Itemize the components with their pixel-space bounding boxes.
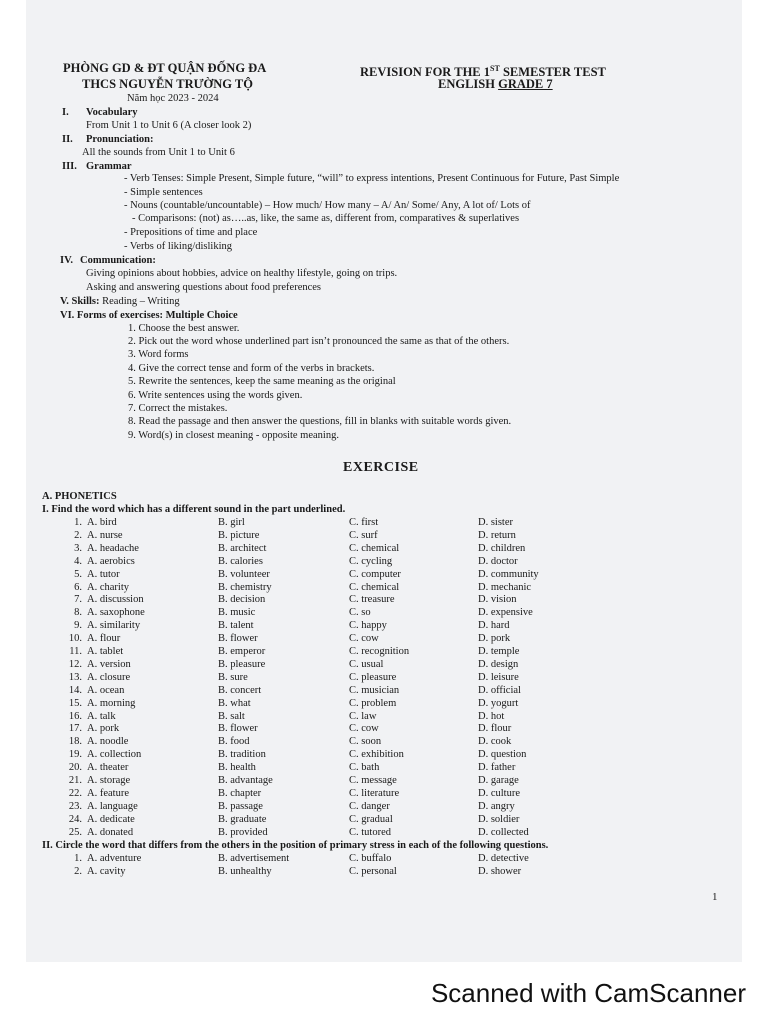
phonetics-heading: A. PHONETICS xyxy=(42,491,117,502)
option-c: C. so xyxy=(349,607,371,619)
section-title: Communication: xyxy=(80,255,156,266)
option-c: C. usual xyxy=(349,658,384,670)
option-c: C. treasure xyxy=(349,594,395,606)
option-d: D. father xyxy=(478,762,516,774)
question-row xyxy=(26,658,742,671)
form-item: 4. Give the correct tense and form of the verbs in brackets. xyxy=(128,363,375,374)
grammar-line: - Verb Tenses: Simple Present, Simple future, “will” to express intentions, Present Continuous for Future, Past Simple xyxy=(124,173,620,184)
option-a: A. charity xyxy=(87,581,129,593)
section-line: All the sounds from Unit 1 to Unit 6 xyxy=(82,147,235,158)
option-d: D. cook xyxy=(478,736,512,748)
section-title: Vocabulary xyxy=(86,107,138,118)
grammar-line: - Prepositions of time and place xyxy=(124,227,258,238)
form-item: 5. Rewrite the sentences, keep the same meaning as the original xyxy=(128,376,396,387)
question-number: 7. xyxy=(74,594,82,606)
option-b: B. emperor xyxy=(218,646,266,657)
question-row xyxy=(26,555,742,568)
option-a: A. bird xyxy=(87,517,117,528)
option-a: A. discussion xyxy=(87,594,144,606)
question-number: 1. xyxy=(74,853,82,864)
option-b: B. salt xyxy=(218,710,245,722)
option-c: C. pleasure xyxy=(349,671,397,683)
grammar-line: - Verbs of liking/disliking xyxy=(124,241,233,252)
question-row xyxy=(26,800,742,813)
option-b: B. flower xyxy=(218,633,258,645)
option-b: B. talent xyxy=(218,620,254,632)
option-c: C. first xyxy=(349,517,379,528)
grammar-line: - Nouns (countable/uncountable) – How much/ How many – A/ An/ Some/ Any, A lot of/ Lots of xyxy=(124,200,531,211)
section-title: Grammar xyxy=(86,161,132,172)
option-d: D. hard xyxy=(478,620,510,632)
question-number: 16. xyxy=(68,710,82,722)
option-c: C. law xyxy=(349,710,377,722)
option-b: B. chemistry xyxy=(218,581,272,593)
question-number: 24. xyxy=(68,813,82,825)
form-item: 1. Choose the best answer. xyxy=(128,323,240,334)
option-b: B. health xyxy=(218,762,256,774)
option-b: B. what xyxy=(218,697,251,709)
option-b: B. advantage xyxy=(218,775,273,786)
question-row xyxy=(26,761,742,774)
option-d: D. design xyxy=(478,658,519,670)
option-b: B. advertisement xyxy=(218,853,290,864)
section-num: III. xyxy=(62,161,77,172)
question-row xyxy=(26,645,742,658)
option-d: D. return xyxy=(478,529,516,541)
school-dept: PHÒNG GD & ĐT QUẬN ĐỐNG ĐA xyxy=(63,61,267,75)
question-number: 9. xyxy=(74,620,82,632)
option-a: A. talk xyxy=(87,710,116,722)
form-item: 9. Word(s) in closest meaning - opposite meaning. xyxy=(128,430,339,441)
option-a: A. cavity xyxy=(87,866,126,877)
section-num: I. xyxy=(62,107,69,118)
question-row xyxy=(26,516,742,529)
school-name: THCS NGUYỄN TRƯỜNG TỘ xyxy=(82,77,253,91)
option-a: A. tutor xyxy=(87,568,120,580)
question-number: 21. xyxy=(68,775,82,786)
question-row xyxy=(26,826,742,839)
option-d: D. vision xyxy=(478,594,517,606)
option-b: B. concert xyxy=(218,684,262,696)
revision-title-sup: ST xyxy=(490,64,500,73)
option-a: A. aerobics xyxy=(87,555,135,567)
option-c: C. problem xyxy=(349,697,397,709)
option-d: D. garage xyxy=(478,775,519,786)
option-d: D. children xyxy=(478,542,526,554)
option-c: C. soon xyxy=(349,736,382,748)
option-c: C. exhibition xyxy=(349,749,404,761)
subject-grade xyxy=(438,77,553,92)
question-row xyxy=(26,606,742,619)
form-item: 3. Word forms xyxy=(128,349,189,360)
question-row xyxy=(26,865,742,878)
section-line: Asking and answering questions about food preferences xyxy=(86,282,322,293)
option-b: B. provided xyxy=(218,826,268,838)
option-b: B. chapter xyxy=(218,787,262,799)
option-b: B. volunteer xyxy=(218,568,270,580)
question-row xyxy=(26,697,742,710)
option-a: A. pork xyxy=(87,723,120,735)
option-d: D. community xyxy=(478,568,539,580)
question-number: 2. xyxy=(74,866,82,877)
question-number: 4. xyxy=(74,555,82,567)
option-d: D. collected xyxy=(478,826,529,838)
part2-instruction: II. Circle the word that differs from the others in the position of primary stress in each of the following questions. xyxy=(42,840,549,851)
question-number: 6. xyxy=(74,581,82,593)
forms-title: VI. Forms of exercises: Multiple Choice xyxy=(60,310,238,321)
question-number: 20. xyxy=(68,762,82,774)
option-b: B. music xyxy=(218,607,256,619)
option-a: A. flour xyxy=(87,633,121,645)
question-number: 5. xyxy=(74,568,82,580)
option-d: D. official xyxy=(478,684,521,696)
question-number: 15. xyxy=(68,697,82,709)
camscanner-footer xyxy=(0,962,768,1024)
question-row xyxy=(26,542,742,555)
form-item: 2. Pick out the word whose underlined part isn’t pronounced the same as that of the others. xyxy=(128,336,510,347)
option-a: A. nurse xyxy=(87,529,123,541)
option-c: C. surf xyxy=(349,529,378,541)
skills-line xyxy=(60,296,180,308)
option-c: C. buffalo xyxy=(349,853,392,864)
question-row xyxy=(26,787,742,800)
question-number: 2. xyxy=(74,529,82,541)
question-number: 12. xyxy=(68,658,82,670)
question-number: 13. xyxy=(68,671,82,683)
question-row xyxy=(26,619,742,632)
option-d: D. flour xyxy=(478,723,512,735)
question-number: 17. xyxy=(68,723,82,735)
question-number: 22. xyxy=(68,787,82,799)
option-a: A. collection xyxy=(87,749,142,761)
option-d: D. leisure xyxy=(478,671,519,683)
option-d: D. yogurt xyxy=(478,697,519,709)
option-b: B. pleasure xyxy=(218,658,266,670)
option-b: B. picture xyxy=(218,529,260,541)
option-a: A. feature xyxy=(87,787,129,799)
revision-title-a: REVISION FOR THE 1 xyxy=(360,65,491,80)
option-d: D. hot xyxy=(478,710,505,722)
option-b: B. girl xyxy=(218,517,245,528)
option-d: D. soldier xyxy=(478,813,520,825)
page-number: 1 xyxy=(712,891,718,903)
option-a: A. morning xyxy=(87,697,136,709)
option-a: A. storage xyxy=(87,775,131,786)
question-row xyxy=(26,593,742,606)
option-a: A. theater xyxy=(87,762,129,774)
option-b: B. calories xyxy=(218,555,263,567)
option-a: A. language xyxy=(87,800,138,812)
option-c: C. chemical xyxy=(349,581,400,593)
question-number: 10. xyxy=(68,633,82,645)
question-row xyxy=(26,852,742,865)
section-title: Pronunciation: xyxy=(86,134,154,145)
question-number: 1. xyxy=(74,517,82,528)
option-a: A. headache xyxy=(87,542,139,554)
form-item: 6. Write sentences using the words given. xyxy=(128,390,303,401)
option-a: A. noodle xyxy=(87,736,129,748)
option-b: B. unhealthy xyxy=(218,866,272,877)
option-a: A. saxophone xyxy=(87,607,145,619)
option-a: A. adventure xyxy=(87,853,142,864)
question-row xyxy=(26,722,742,735)
question-row xyxy=(26,568,742,581)
question-row xyxy=(26,735,742,748)
option-d: D. doctor xyxy=(478,555,518,567)
option-a: A. dedicate xyxy=(87,813,135,825)
option-c: C. message xyxy=(349,775,397,786)
scanner-watermark: Scanned with CamScanner xyxy=(430,978,746,1008)
option-a: A. version xyxy=(87,658,131,670)
option-b: B. food xyxy=(218,736,250,748)
option-d: D. temple xyxy=(478,646,520,657)
option-b: B. graduate xyxy=(218,813,267,825)
option-d: D. shower xyxy=(478,866,522,877)
option-d: D. sister xyxy=(478,517,513,528)
form-item: 7. Correct the mistakes. xyxy=(128,403,228,414)
option-c: C. chemical xyxy=(349,542,400,554)
section-line: From Unit 1 to Unit 6 (A closer look 2) xyxy=(86,120,252,131)
option-a: A. donated xyxy=(87,826,134,838)
option-b: B. passage xyxy=(218,800,263,812)
school-year: Năm học 2023 - 2024 xyxy=(127,93,219,104)
option-c: C. cow xyxy=(349,723,379,735)
option-c: C. cow xyxy=(349,633,379,645)
option-c: C. literature xyxy=(349,787,400,799)
option-a: A. tablet xyxy=(87,646,124,657)
option-b: B. decision xyxy=(218,594,266,606)
option-d: D. culture xyxy=(478,787,520,799)
question-row xyxy=(26,684,742,697)
question-number: 25. xyxy=(68,826,82,838)
question-number: 18. xyxy=(68,736,82,748)
option-c: C. computer xyxy=(349,568,401,580)
part1-instruction: I. Find the word which has a different sound in the part underlined. xyxy=(42,504,346,515)
option-d: D. pork xyxy=(478,633,511,645)
option-c: C. recognition xyxy=(349,646,410,657)
option-b: B. architect xyxy=(218,542,267,554)
question-row xyxy=(26,632,742,645)
question-row xyxy=(26,710,742,723)
form-item: 8. Read the passage and then answer the questions, fill in blanks with suitable words given. xyxy=(128,416,512,427)
option-d: D. angry xyxy=(478,800,515,812)
question-number: 3. xyxy=(74,542,82,554)
grammar-line: - Comparisons: (not) as…..as, like, the same as, different from, comparatives & superlatives xyxy=(132,213,520,224)
option-d: D. mechanic xyxy=(478,581,532,593)
option-b: B. sure xyxy=(218,671,248,683)
question-number: 8. xyxy=(74,607,82,619)
exercise-title: EXERCISE xyxy=(343,460,419,475)
question-row xyxy=(26,813,742,826)
section-num: II. xyxy=(62,134,73,145)
option-c: C. happy xyxy=(349,620,387,632)
option-a: A. closure xyxy=(87,671,131,683)
option-b: B. flower xyxy=(218,723,258,735)
question-number: 19. xyxy=(68,749,82,761)
subject-label: ENGLISH xyxy=(438,77,499,91)
grammar-line: - Simple sentences xyxy=(124,187,203,198)
grade-label: GRADE 7 xyxy=(498,77,553,91)
option-a: A. similarity xyxy=(87,620,141,632)
scanned-page xyxy=(26,0,742,962)
option-c: C. gradual xyxy=(349,813,393,825)
question-row xyxy=(26,774,742,787)
option-c: C. musician xyxy=(349,684,400,696)
question-row xyxy=(26,529,742,542)
section-line: Giving opinions about hobbies, advice on healthy lifestyle, going on trips. xyxy=(86,268,398,279)
option-a: A. ocean xyxy=(87,684,125,696)
question-row xyxy=(26,581,742,594)
section-num: IV. xyxy=(60,255,73,266)
option-d: D. question xyxy=(478,749,527,761)
option-c: C. tutored xyxy=(349,826,391,838)
skills-text: Reading – Writing xyxy=(99,296,180,307)
option-c: C. danger xyxy=(349,800,390,812)
question-number: 23. xyxy=(68,800,82,812)
question-row xyxy=(26,671,742,684)
option-c: C. bath xyxy=(349,762,380,774)
question-number: 11. xyxy=(69,646,82,657)
option-b: B. tradition xyxy=(218,749,266,761)
question-row xyxy=(26,748,742,761)
skills-label: V. Skills: xyxy=(60,296,100,307)
option-c: C. personal xyxy=(349,866,397,877)
option-d: D. detective xyxy=(478,853,529,864)
option-d: D. expensive xyxy=(478,607,533,619)
revision-title-b: SEMESTER TEST xyxy=(499,65,606,80)
option-c: C. cycling xyxy=(349,555,393,567)
question-number: 14. xyxy=(68,684,82,696)
